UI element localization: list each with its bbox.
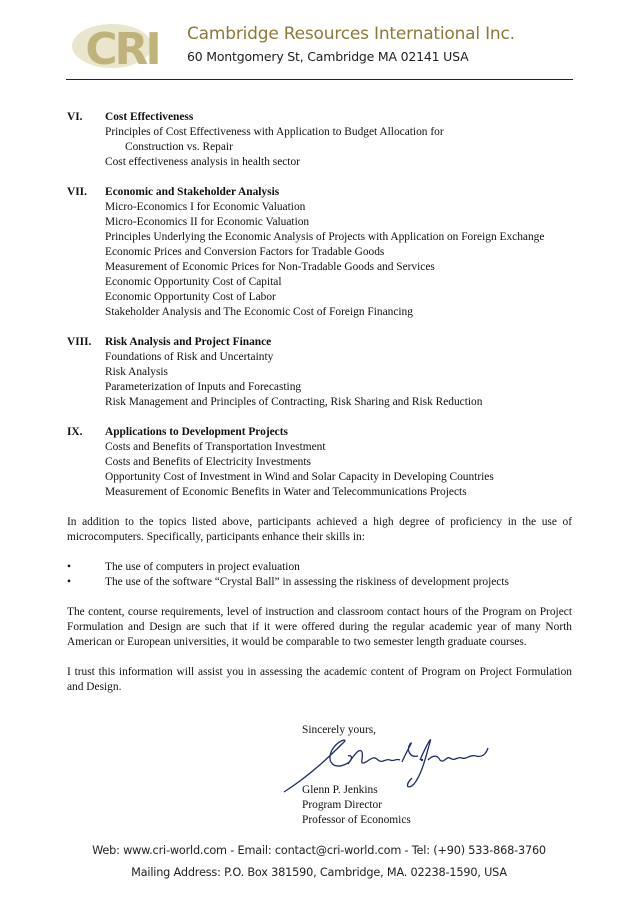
list-item: Parameterization of Inputs and Forecasting: [105, 381, 302, 393]
list-item: Cost effectiveness analysis in health sector: [105, 156, 300, 168]
footer-contact: Web: www.cri-world.com - Email: contact@cri-world.com - Tel: (+90) 533-868-3760: [92, 844, 546, 857]
section-number: VIII.: [67, 336, 92, 348]
company-address: 60 Montgomery St, Cambridge MA 02141 USA: [187, 49, 469, 64]
list-item: [67, 575, 572, 590]
section-heading: [67, 185, 572, 200]
list-item: [67, 560, 572, 575]
bullet-text: The use of the software “Crystal Ball” in assessing the riskiness of development projects: [105, 576, 509, 588]
section-number: VII.: [67, 186, 87, 198]
list-item: Costs and Benefits of Transportation Investment: [105, 441, 326, 453]
course-section: [67, 110, 572, 170]
list-item: Measurement of Economic Prices for Non-Tradable Goods and Services: [105, 261, 435, 273]
signature-block: [302, 783, 411, 828]
bullet-icon: •: [67, 561, 71, 573]
list-item: Micro-Economics I for Economic Valuation: [105, 201, 306, 213]
skills-list: [67, 560, 572, 590]
section-number: VI.: [67, 111, 83, 123]
content-paragraph: The content, course requirements, level of instruction and classroom contact hours of the Program on Project Formulation and Design are such that if it were offered during the regular academic year of many North American or European universities, it would be comparable to two semester length graduate courses.: [67, 606, 572, 648]
section-heading: [67, 335, 572, 350]
list-item: Costs and Benefits of Electricity Investments: [105, 456, 311, 468]
section-title: Risk Analysis and Project Finance: [105, 336, 272, 348]
section-heading: [67, 425, 572, 440]
signer-role: Professor of Economics: [302, 814, 411, 826]
section-number: IX.: [67, 426, 83, 438]
letterhead: [0, 0, 638, 82]
list-item: Measurement of Economic Benefits in Water and Telecommunications Projects: [105, 486, 467, 498]
section-title: Cost Effectiveness: [105, 111, 194, 123]
trust-paragraph: I trust this information will assist you in assessing the academic content of Program on Project Formulation and Design.: [67, 666, 572, 693]
course-section: [67, 335, 572, 410]
footer-mailing-address: Mailing Address: P.O. Box 381590, Cambridge, MA. 02238-1590, USA: [131, 866, 507, 879]
section-title: Applications to Development Projects: [105, 426, 288, 438]
course-section: [67, 185, 572, 320]
bullet-text: The use of computers in project evaluation: [105, 561, 300, 573]
header-divider: [66, 79, 573, 80]
list-item: Micro-Economics II for Economic Valuation: [105, 216, 310, 228]
signer-name: Glenn P. Jenkins: [302, 784, 378, 796]
list-item: Principles Underlying the Economic Analysis of Projects with Application on Foreign Exchange: [105, 231, 545, 243]
section-title: Economic and Stakeholder Analysis: [105, 186, 280, 198]
list-item: Principles of Cost Effectiveness with Application to Budget Allocation for: [105, 126, 444, 138]
list-item: Opportunity Cost of Investment in Wind and Solar Capacity in Developing Countries: [105, 471, 494, 483]
list-item: Stakeholder Analysis and The Economic Cost of Foreign Financing: [105, 306, 413, 318]
signer-title: Program Director: [302, 799, 383, 811]
letter-body: [67, 110, 572, 710]
closing-salutation: Sincerely yours,: [302, 724, 377, 736]
course-section: [67, 425, 572, 500]
section-heading: [67, 110, 572, 125]
course-sections: [67, 110, 572, 500]
company-name: Cambridge Resources International Inc.: [187, 24, 515, 44]
list-item: Economic Prices and Conversion Factors for Tradable Goods: [105, 246, 385, 258]
list-item: Foundations of Risk and Uncertainty: [105, 351, 274, 363]
list-item: Construction vs. Repair: [125, 141, 233, 153]
list-item: Risk Analysis: [105, 366, 168, 378]
proficiency-paragraph: In addition to the topics listed above, participants achieved a high degree of proficiency in the use of microcomputers. Specifically, participants enhance their skills in:: [67, 516, 572, 543]
list-item: Economic Opportunity Cost of Capital: [105, 276, 282, 288]
logo-text: CRI: [85, 24, 159, 70]
cri-logo: [70, 22, 174, 70]
list-item: Economic Opportunity Cost of Labor: [105, 291, 276, 303]
list-item: Risk Management and Principles of Contracting, Risk Sharing and Risk Reduction: [105, 396, 483, 408]
bullet-icon: •: [67, 576, 71, 588]
